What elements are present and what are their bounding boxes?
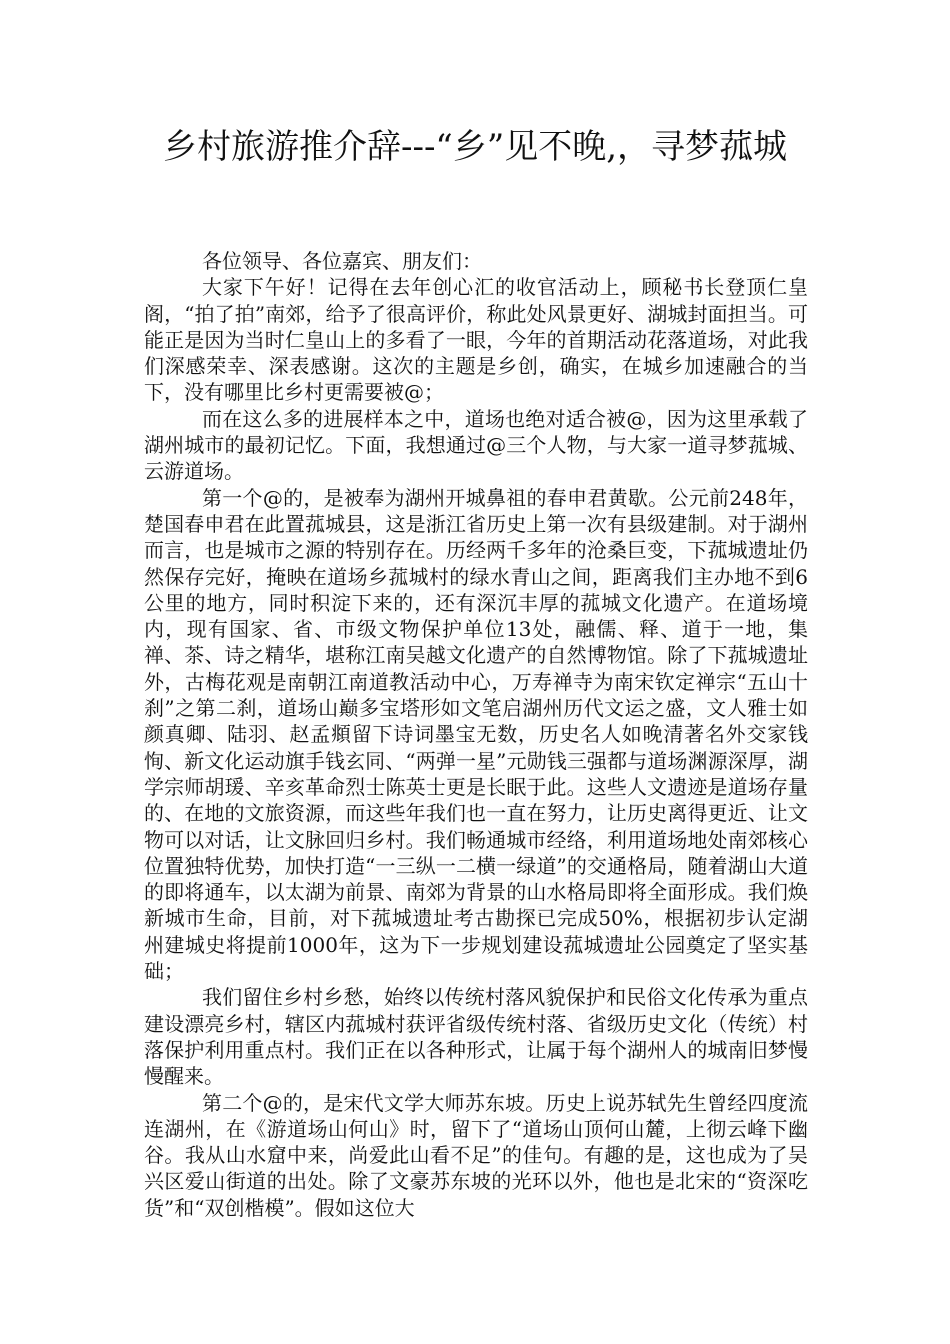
paragraph-village-heritage: 我们留住乡村乡愁，始终以传统村落风貌保护和民俗文化传承为重点建设漂亮乡村，辖区内菰城村获评省级传统村落、省级历史文化（传统）村落保护利用重点村。我们正在以各种形式，让属于每个湖州人的城南旧梦慢慢醒来。 xyxy=(144,985,808,1089)
paragraph-first-person: 第一个@的，是被奉为湖州开城鼻祖的春申君黄歇。公元前248年，楚国春申君在此置菰城县，这是浙江省历史上第一次有县级建制。对于湖州而言，也是城市之源的特别存在。历经两千多年的沧桑巨变，下菰城遗址仍然保存完好，掩映在道场乡菰城村的绿水青山之间，距离我们主办地不到6公里的地方，同时积淀下来的，还有深沉丰厚的菰城文化遗产。在道场境内，现有国家、省、市级文物保护单位13处，融儒、释、道于一地，集禅、茶、诗之精华，堪称江南吴越文化遗产的自然博物馆。除了下菰城遗址外，古梅花观是南朝江南道教活动中心，万寿禅寺为南宋钦定禅宗“五山十刹”之第二刹，道场山巅多宝塔形如文笔启湖州历代文运之盛，文人雅士如颜真卿、陆羽、赵孟頫留下诗词墨宝无数，历史名人如晚清著名外交家钱恂、新文化运动旗手钱玄同、“两弹一星”元勋钱三强都与道场渊源深厚，湖学宗师胡瑗、辛亥革命烈士陈英士更是长眠于此。这些人文遗迹是道场存量的、在地的文旅资源，而这些年我们也一直在努力，让历史离得更近、让文物可以对话，让文脉回归乡村。我们畅通城市经络，利用道场地处南郊核心位置独特优势，加快打造“一三纵一二横一绿道”的交通格局，随着湖山大道的即将通车，以太湖为前景、南郊为背景的山水格局即将全面形成。我们焕新城市生命，目前，对下菰城遗址考古勘探已完成50%，根据初步认定湖州建城史将提前1000年，这为下一步规划建设菰城遗址公园奠定了坚实基础； xyxy=(144,485,808,984)
document-title: 乡村旅游推介辞---“乡”见不晚,，寻梦菰城 xyxy=(162,127,788,167)
paragraph-intro: 而在这么多的进展样本之中，道场也绝对适合被@，因为这里承载了湖州城市的最初记忆。下面，我想通过@三个人物，与大家一道寻梦菰城、云游道场。 xyxy=(144,406,808,484)
salutation: 各位领导、各位嘉宾、朋友们： xyxy=(202,249,482,273)
paragraph-second-person: 第二个@的，是宋代文学大师苏东坡。历史上说苏轼先生曾经四度流连湖州，在《游道场山何山》时，留下了“道场山顶何山麓，上彻云峰下幽谷。我从山水窟中来，尚爱此山看不足”的佳句。有趣的是，这也成为了吴兴区爱山街道的出处。除了文豪苏东坡的光环以外，他也是北宋的“资深吃货”和“双创楷模”。假如这位大 xyxy=(144,1090,808,1220)
document-body xyxy=(144,248,808,1221)
paragraph-greeting: 大家下午好！记得在去年创心汇的收官活动上，顾秘书长登顶仁皇阁，“拍了拍”南郊，给予了很高评价，称此处风景更好、湖城封面担当。可能正是因为当时仁皇山上的多看了一眼，今年的首期活动花落道场，对此我们深感荣幸、深表感谢。这次的主题是乡创，确实，在城乡加速融合的当下，没有哪里比乡村更需要被@； xyxy=(144,275,808,405)
